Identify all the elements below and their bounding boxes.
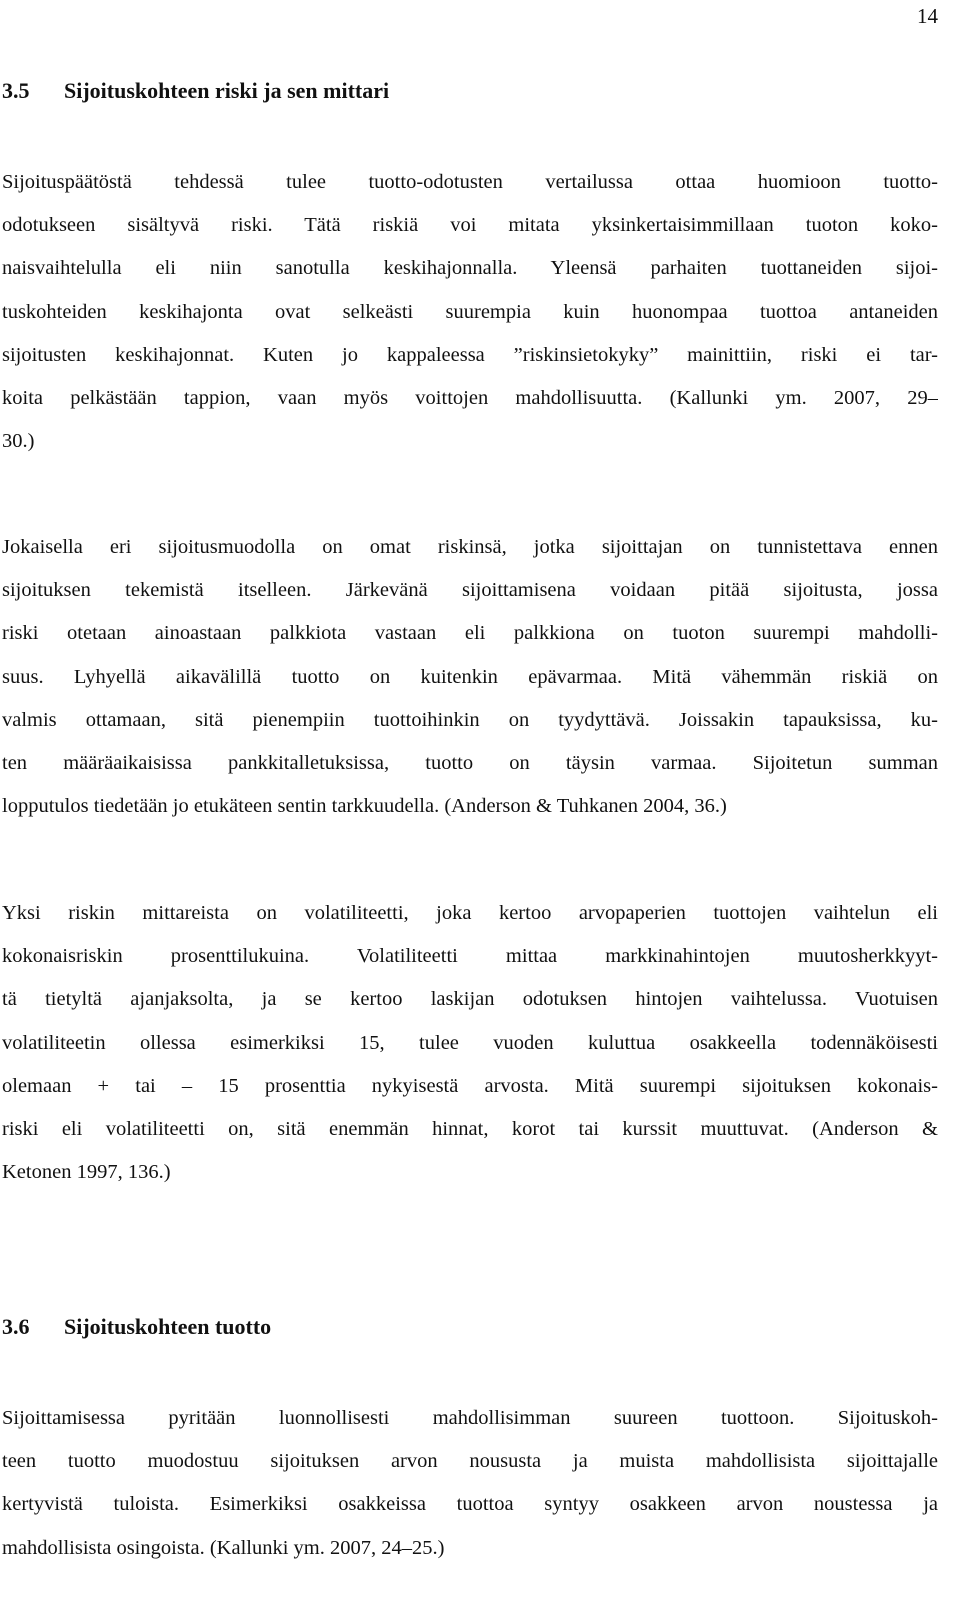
text-line: tuskohteiden keskihajonta ovat selkeästi suurempia kuin huonompaa tuottoa antaneiden [2,300,938,323]
text-line: Yksi riskin mittareista on volatiliteetti, joka kertoo arvopaperien tuottojen vaihtelun eli [2,902,938,924]
text-line: Ketonen 1997, 136.) [2,1161,171,1184]
text-line: kertyvistä tuloista. Esimerkiksi osakkeissa tuottoa syntyy osakkeen arvon noustessa ja [2,1493,938,1516]
paragraph-volatility [2,892,938,1194]
paragraph-investment-forms [2,526,938,828]
text-line: ten määräaikaisissa pankkitalletuksissa, tuotto on täysin varmaa. Sijoitetun summan [2,751,938,774]
section-number: 3.6 [2,1314,30,1339]
text-line: 30.) [2,430,35,453]
text-line: naisvaihtelulla eli niin sanotulla keskihajonnalla. Yleensä parhaiten tuottaneiden sijoi- [2,257,938,280]
text-line: sijoitusten keskihajonnat. Kuten jo kappaleessa ”riskinsietokyky” mainittiin, riski ei tar- [2,343,938,366]
section-title: Sijoituskohteen riski ja sen mittari [64,78,390,103]
text-line: Sijoittamisessa pyritään luonnollisesti mahdollisimman suureen tuottoon. Sijoituskoh- [2,1407,938,1429]
paragraph-risk-intro [2,161,938,463]
text-line: lopputulos tiedetään jo etukäteen sentin tarkkuudella. (Anderson & Tuhkanen 2004, 36.) [2,795,727,818]
section-heading-3-6 [2,1314,271,1340]
text-line: riski otetaan ainoastaan palkkiota vastaan eli palkkiona on tuoton suurempi mahdolli- [2,622,938,645]
section-number: 3.5 [2,78,30,103]
section-title: Sijoituskohteen tuotto [64,1314,272,1339]
paragraph-return [2,1397,938,1570]
text-line: tä tietyltä ajanjaksolta, ja se kertoo laskijan odotuksen hintojen vaihtelussa. Vuotuisen [2,988,938,1011]
text-line: teen tuotto muodostuu sijoituksen arvon noususta ja muista mahdollisista sijoittajalle [2,1450,938,1473]
text-line: Sijoituspäätöstä tehdessä tulee tuotto-odotusten vertailussa ottaa huomioon tuotto- [2,171,938,193]
text-line: suus. Lyhyellä aikavälillä tuotto on kuitenkin epävarmaa. Mitä vähemmän riskiä on [2,665,938,688]
text-line: sijoituksen tekemistä itselleen. Järkevänä sijoittamisena voidaan pitää sijoitusta, jossa [2,579,938,602]
text-line: riski eli volatiliteetti on, sitä enemmän hinnat, korot tai kurssit muuttuvat. (Anderson & [2,1117,938,1140]
text-line: koita pelkästään tappion, vaan myös voittojen mahdollisuutta. (Kallunki ym. 2007, 29– [2,386,938,409]
text-line: olemaan + tai – 15 prosenttia nykyisestä arvosta. Mitä suurempi sijoituksen kokonais- [2,1074,938,1097]
section-heading-3-5 [2,78,389,104]
text-line: mahdollisista osingoista. (Kallunki ym. 2007, 24–25.) [2,1536,445,1559]
page-number: 14 [917,4,938,28]
text-line: volatiliteetin ollessa esimerkiksi 15, tulee vuoden kuluttua osakkeella todennäköisesti [2,1031,938,1054]
text-line: odotukseen sisältyvä riski. Tätä riskiä voi mitata yksinkertaisimmillaan tuoton koko- [2,214,938,237]
text-line: Jokaisella eri sijoitusmuodolla on omat riskinsä, jotka sijoittajan on tunnistettava ennen [2,536,938,558]
text-line: kokonaisriskin prosenttilukuina. Volatiliteetti mittaa markkinahintojen muutosherkkyyt- [2,945,938,968]
text-line: valmis ottamaan, sitä pienempiin tuottoihinkin on tyydyttävä. Joissakin tapauksissa, ku- [2,708,938,731]
